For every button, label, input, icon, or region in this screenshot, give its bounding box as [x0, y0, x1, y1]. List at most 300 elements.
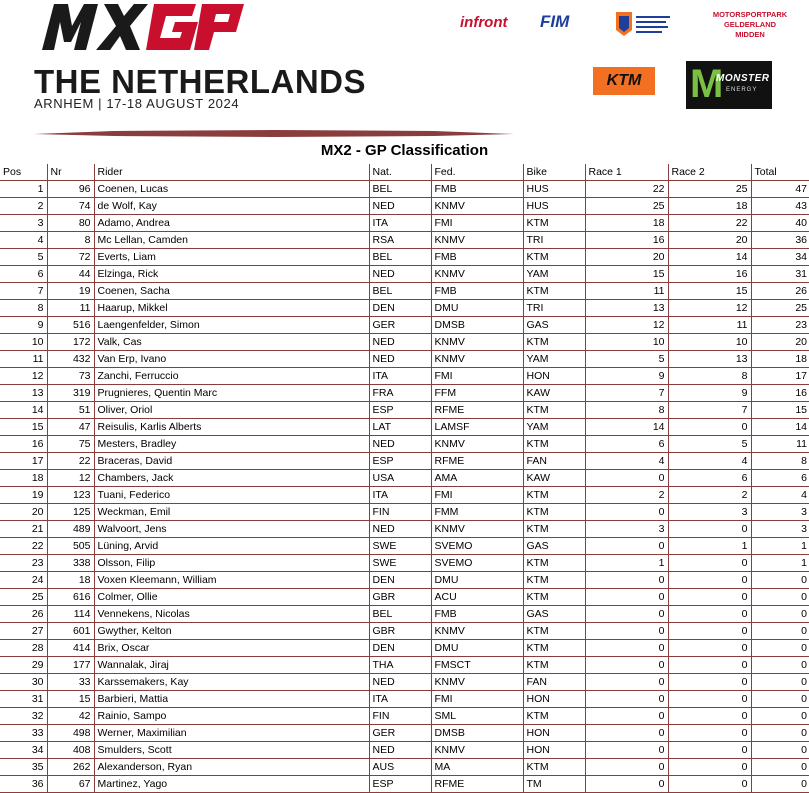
cell-nat: AUS	[369, 759, 431, 776]
cell-bike: KTM	[523, 708, 585, 725]
cell-total: 36	[751, 232, 809, 249]
col-header-nr: Nr	[47, 164, 94, 181]
cell-fed: DMSB	[431, 317, 523, 334]
cell-bike: KTM	[523, 623, 585, 640]
cell-race2: 10	[668, 334, 751, 351]
cell-total: 8	[751, 453, 809, 470]
cell-total: 0	[751, 572, 809, 589]
cell-bike: YAM	[523, 266, 585, 283]
cell-race1: 0	[585, 691, 668, 708]
cell-fed: DMSB	[431, 725, 523, 742]
cell-pos: 26	[0, 606, 47, 623]
cell-nat: SWE	[369, 555, 431, 572]
cell-race1: 0	[585, 742, 668, 759]
cell-race1: 0	[585, 589, 668, 606]
cell-fed: FMI	[431, 487, 523, 504]
cell-total: 40	[751, 215, 809, 232]
table-row	[0, 606, 809, 623]
cell-pos: 32	[0, 708, 47, 725]
cell-fed: FMB	[431, 606, 523, 623]
cell-rider: Braceras, David	[94, 453, 369, 470]
cell-nr: 51	[47, 402, 94, 419]
cell-bike: YAM	[523, 351, 585, 368]
cell-rider: Adamo, Andrea	[94, 215, 369, 232]
cell-pos: 30	[0, 674, 47, 691]
mxgp-logo	[34, 2, 250, 52]
cell-total: 0	[751, 742, 809, 759]
cell-race1: 0	[585, 657, 668, 674]
cell-nat: THA	[369, 657, 431, 674]
cell-total: 1	[751, 538, 809, 555]
cell-bike: KTM	[523, 283, 585, 300]
ktm-logo: KTM	[593, 67, 655, 95]
cell-nr: 177	[47, 657, 94, 674]
cell-fed: FMM	[431, 504, 523, 521]
cell-pos: 17	[0, 453, 47, 470]
cell-fed: KNMV	[431, 266, 523, 283]
classification-title: MX2 - GP Classification	[320, 142, 489, 159]
cell-nr: 19	[47, 283, 94, 300]
cell-total: 1	[751, 555, 809, 572]
cell-pos: 5	[0, 249, 47, 266]
cell-race1: 3	[585, 521, 668, 538]
table-row	[0, 640, 809, 657]
table-row	[0, 317, 809, 334]
cell-nat: BEL	[369, 606, 431, 623]
cell-pos: 35	[0, 759, 47, 776]
cell-race1: 25	[585, 198, 668, 215]
cell-race1: 0	[585, 708, 668, 725]
table-row	[0, 759, 809, 776]
cell-nr: 15	[47, 691, 94, 708]
cell-nr: 67	[47, 776, 94, 793]
cell-fed: SML	[431, 708, 523, 725]
cell-nat: ITA	[369, 215, 431, 232]
cell-race1: 0	[585, 640, 668, 657]
cell-bike: KTM	[523, 436, 585, 453]
cell-pos: 33	[0, 725, 47, 742]
cell-rider: Voxen Kleemann, William	[94, 572, 369, 589]
cell-total: 4	[751, 487, 809, 504]
cell-fed: RFME	[431, 776, 523, 793]
cell-total: 0	[751, 640, 809, 657]
cell-pos: 20	[0, 504, 47, 521]
cell-race2: 4	[668, 453, 751, 470]
cell-rider: Valk, Cas	[94, 334, 369, 351]
cell-race2: 0	[668, 776, 751, 793]
cell-rider: Rainio, Sampo	[94, 708, 369, 725]
cell-race2: 0	[668, 589, 751, 606]
cell-total: 6	[751, 470, 809, 487]
cell-nr: 516	[47, 317, 94, 334]
cell-total: 18	[751, 351, 809, 368]
cell-rider: Coenen, Lucas	[94, 181, 369, 198]
cell-nat: GER	[369, 725, 431, 742]
table-row	[0, 368, 809, 385]
cell-fed: FMI	[431, 691, 523, 708]
cell-race1: 0	[585, 470, 668, 487]
cell-bike: FAN	[523, 453, 585, 470]
cell-rider: Vennekens, Nicolas	[94, 606, 369, 623]
cell-fed: RFME	[431, 402, 523, 419]
cell-rider: Tuani, Federico	[94, 487, 369, 504]
cell-pos: 11	[0, 351, 47, 368]
cell-pos: 3	[0, 215, 47, 232]
table-row	[0, 419, 809, 436]
cell-fed: KNMV	[431, 674, 523, 691]
cell-rider: Walvoort, Jens	[94, 521, 369, 538]
cell-bike: HUS	[523, 198, 585, 215]
col-header-bike: Bike	[523, 164, 585, 181]
cell-fed: KNMV	[431, 198, 523, 215]
cell-nr: 114	[47, 606, 94, 623]
event-subtitle: ARNHEM | 17-18 AUGUST 2024	[34, 96, 240, 111]
col-header-rider: Rider	[94, 164, 369, 181]
cell-race2: 0	[668, 657, 751, 674]
cell-race2: 0	[668, 606, 751, 623]
monster-energy-logo: M MONSTER ENERGY	[686, 61, 772, 109]
cell-pos: 8	[0, 300, 47, 317]
cell-nr: 125	[47, 504, 94, 521]
cell-total: 0	[751, 589, 809, 606]
cell-race1: 0	[585, 606, 668, 623]
cell-race1: 0	[585, 623, 668, 640]
cell-race1: 1	[585, 555, 668, 572]
cell-bike: KTM	[523, 759, 585, 776]
cell-fed: FMI	[431, 368, 523, 385]
cell-race2: 0	[668, 674, 751, 691]
cell-race2: 11	[668, 317, 751, 334]
cell-pos: 21	[0, 521, 47, 538]
cell-pos: 34	[0, 742, 47, 759]
cell-race2: 20	[668, 232, 751, 249]
cell-race2: 0	[668, 572, 751, 589]
cell-race1: 9	[585, 368, 668, 385]
cell-bike: KTM	[523, 249, 585, 266]
cell-nat: DEN	[369, 300, 431, 317]
cell-race1: 11	[585, 283, 668, 300]
table-row	[0, 504, 809, 521]
cell-nr: 42	[47, 708, 94, 725]
cell-fed: RFME	[431, 453, 523, 470]
cell-bike: KTM	[523, 521, 585, 538]
cell-nat: NED	[369, 334, 431, 351]
cell-bike: KTM	[523, 487, 585, 504]
cell-pos: 10	[0, 334, 47, 351]
cell-nat: DEN	[369, 572, 431, 589]
infront-logo: infront	[460, 14, 508, 31]
cell-race2: 7	[668, 402, 751, 419]
cell-bike: KAW	[523, 385, 585, 402]
cell-race1: 12	[585, 317, 668, 334]
cell-nr: 262	[47, 759, 94, 776]
cell-nr: 80	[47, 215, 94, 232]
cell-race1: 5	[585, 351, 668, 368]
cell-total: 14	[751, 419, 809, 436]
cell-fed: FFM	[431, 385, 523, 402]
cell-total: 0	[751, 606, 809, 623]
table-row	[0, 691, 809, 708]
cell-race2: 18	[668, 198, 751, 215]
cell-bike: KTM	[523, 504, 585, 521]
cell-rider: Elzinga, Rick	[94, 266, 369, 283]
cell-bike: KTM	[523, 215, 585, 232]
cell-nat: NED	[369, 674, 431, 691]
cell-race1: 8	[585, 402, 668, 419]
cell-race2: 1	[668, 538, 751, 555]
col-header-race2: Race 2	[668, 164, 751, 181]
cell-bike: HON	[523, 368, 585, 385]
cell-nat: NED	[369, 351, 431, 368]
cell-rider: Haarup, Mikkel	[94, 300, 369, 317]
cell-nr: 489	[47, 521, 94, 538]
cell-fed: DMU	[431, 640, 523, 657]
cell-nat: NED	[369, 266, 431, 283]
cell-fed: SVEMO	[431, 555, 523, 572]
cell-total: 0	[751, 759, 809, 776]
cell-pos: 24	[0, 572, 47, 589]
cell-rider: Prugnieres, Quentin Marc	[94, 385, 369, 402]
cell-race1: 0	[585, 572, 668, 589]
cell-rider: Werner, Maximilian	[94, 725, 369, 742]
table-row	[0, 198, 809, 215]
cell-bike: HON	[523, 691, 585, 708]
cell-total: 20	[751, 334, 809, 351]
cell-fed: KNMV	[431, 334, 523, 351]
cell-nat: LAT	[369, 419, 431, 436]
cell-nr: 73	[47, 368, 94, 385]
cell-race1: 18	[585, 215, 668, 232]
cell-race2: 8	[668, 368, 751, 385]
cell-total: 11	[751, 436, 809, 453]
table-row	[0, 215, 809, 232]
table-row	[0, 266, 809, 283]
cell-bike: GAS	[523, 538, 585, 555]
cell-bike: KTM	[523, 402, 585, 419]
cell-rider: Karssemakers, Kay	[94, 674, 369, 691]
cell-race2: 0	[668, 708, 751, 725]
table-row	[0, 385, 809, 402]
cell-total: 31	[751, 266, 809, 283]
cell-fed: FMSCT	[431, 657, 523, 674]
event-title: THE NETHERLANDS	[34, 63, 367, 100]
cell-nat: ESP	[369, 402, 431, 419]
cell-race1: 0	[585, 725, 668, 742]
cell-nr: 498	[47, 725, 94, 742]
cell-pos: 28	[0, 640, 47, 657]
cell-nr: 18	[47, 572, 94, 589]
cell-total: 25	[751, 300, 809, 317]
cell-nr: 414	[47, 640, 94, 657]
cell-rider: Barbieri, Mattia	[94, 691, 369, 708]
cell-bike: GAS	[523, 317, 585, 334]
cell-bike: GAS	[523, 606, 585, 623]
cell-fed: SVEMO	[431, 538, 523, 555]
table-row	[0, 453, 809, 470]
table-row	[0, 674, 809, 691]
cell-bike: KTM	[523, 657, 585, 674]
cell-total: 15	[751, 402, 809, 419]
cell-nr: 75	[47, 436, 94, 453]
cell-total: 17	[751, 368, 809, 385]
cell-bike: TRI	[523, 300, 585, 317]
cell-rider: Alexanderson, Ryan	[94, 759, 369, 776]
cell-rider: Wannalak, Jiraj	[94, 657, 369, 674]
cell-rider: Olsson, Filip	[94, 555, 369, 572]
table-row	[0, 623, 809, 640]
cell-race2: 0	[668, 742, 751, 759]
cell-nat: NED	[369, 742, 431, 759]
cell-bike: KTM	[523, 555, 585, 572]
table-row	[0, 283, 809, 300]
cell-pos: 2	[0, 198, 47, 215]
cell-nr: 432	[47, 351, 94, 368]
cell-race1: 16	[585, 232, 668, 249]
table-row	[0, 402, 809, 419]
cell-total: 3	[751, 521, 809, 538]
table-row	[0, 555, 809, 572]
cell-fed: KNMV	[431, 436, 523, 453]
cell-total: 23	[751, 317, 809, 334]
cell-race1: 0	[585, 759, 668, 776]
cell-fed: KNMV	[431, 351, 523, 368]
cell-nr: 123	[47, 487, 94, 504]
cell-nr: 47	[47, 419, 94, 436]
cell-pos: 4	[0, 232, 47, 249]
cell-race2: 15	[668, 283, 751, 300]
table-row	[0, 742, 809, 759]
cell-race2: 0	[668, 759, 751, 776]
cell-pos: 18	[0, 470, 47, 487]
cell-race2: 0	[668, 521, 751, 538]
table-header-row	[0, 164, 809, 181]
cell-pos: 29	[0, 657, 47, 674]
cell-fed: LAMSF	[431, 419, 523, 436]
cell-nr: 11	[47, 300, 94, 317]
monster-claw-icon: M	[690, 62, 724, 106]
cell-total: 0	[751, 657, 809, 674]
cell-nat: BEL	[369, 249, 431, 266]
cell-nat: NED	[369, 198, 431, 215]
table-row	[0, 334, 809, 351]
cell-nat: BEL	[369, 181, 431, 198]
cell-race1: 15	[585, 266, 668, 283]
cell-total: 0	[751, 691, 809, 708]
cell-nr: 33	[47, 674, 94, 691]
cell-race2: 9	[668, 385, 751, 402]
cell-nr: 44	[47, 266, 94, 283]
cell-nr: 72	[47, 249, 94, 266]
cell-nat: GBR	[369, 623, 431, 640]
cell-total: 0	[751, 708, 809, 725]
table-row	[0, 436, 809, 453]
cell-rider: Smulders, Scott	[94, 742, 369, 759]
cell-nat: FIN	[369, 708, 431, 725]
cell-fed: AMA	[431, 470, 523, 487]
table-row	[0, 470, 809, 487]
col-header-race1: Race 1	[585, 164, 668, 181]
cell-total: 0	[751, 776, 809, 793]
cell-nr: 12	[47, 470, 94, 487]
cell-nr: 96	[47, 181, 94, 198]
cell-fed: FMB	[431, 249, 523, 266]
col-header-total: Total	[751, 164, 809, 181]
table-row	[0, 657, 809, 674]
cell-pos: 12	[0, 368, 47, 385]
cell-rider: Brix, Oscar	[94, 640, 369, 657]
cell-race2: 12	[668, 300, 751, 317]
cell-total: 0	[751, 725, 809, 742]
cell-fed: KNMV	[431, 742, 523, 759]
cell-rider: de Wolf, Kay	[94, 198, 369, 215]
cell-race1: 0	[585, 776, 668, 793]
cell-race2: 16	[668, 266, 751, 283]
cell-race2: 0	[668, 419, 751, 436]
cell-rider: Oliver, Oriol	[94, 402, 369, 419]
cell-pos: 31	[0, 691, 47, 708]
table-row	[0, 181, 809, 198]
cell-race1: 20	[585, 249, 668, 266]
cell-rider: Mc Lellan, Camden	[94, 232, 369, 249]
cell-bike: KAW	[523, 470, 585, 487]
cell-race2: 25	[668, 181, 751, 198]
cell-race1: 6	[585, 436, 668, 453]
cell-total: 16	[751, 385, 809, 402]
cell-bike: KTM	[523, 640, 585, 657]
table-row	[0, 725, 809, 742]
cell-race1: 0	[585, 674, 668, 691]
cell-rider: Reisulis, Karlis Alberts	[94, 419, 369, 436]
cell-bike: FAN	[523, 674, 585, 691]
cell-nat: ITA	[369, 368, 431, 385]
cell-rider: Everts, Liam	[94, 249, 369, 266]
cell-nr: 8	[47, 232, 94, 249]
cell-race1: 2	[585, 487, 668, 504]
cell-nr: 505	[47, 538, 94, 555]
cell-total: 3	[751, 504, 809, 521]
cell-nr: 408	[47, 742, 94, 759]
cell-pos: 22	[0, 538, 47, 555]
cell-nat: DEN	[369, 640, 431, 657]
cell-fed: FMB	[431, 181, 523, 198]
cell-nr: 74	[47, 198, 94, 215]
cell-pos: 1	[0, 181, 47, 198]
cell-race1: 13	[585, 300, 668, 317]
cell-fed: KNMV	[431, 521, 523, 538]
cell-pos: 7	[0, 283, 47, 300]
cell-pos: 36	[0, 776, 47, 793]
cell-pos: 13	[0, 385, 47, 402]
decorative-rule	[34, 127, 514, 137]
cell-bike: HON	[523, 742, 585, 759]
cell-bike: TM	[523, 776, 585, 793]
cell-race2: 0	[668, 555, 751, 572]
cell-race2: 22	[668, 215, 751, 232]
cell-fed: KNMV	[431, 232, 523, 249]
cell-nat: BEL	[369, 283, 431, 300]
cell-rider: Coenen, Sacha	[94, 283, 369, 300]
cell-race1: 22	[585, 181, 668, 198]
table-row	[0, 300, 809, 317]
cell-total: 47	[751, 181, 809, 198]
cell-nr: 319	[47, 385, 94, 402]
cell-rider: Zanchi, Ferruccio	[94, 368, 369, 385]
cell-bike: KTM	[523, 334, 585, 351]
cell-nat: FRA	[369, 385, 431, 402]
cell-nat: USA	[369, 470, 431, 487]
cell-race2: 3	[668, 504, 751, 521]
cell-nr: 601	[47, 623, 94, 640]
